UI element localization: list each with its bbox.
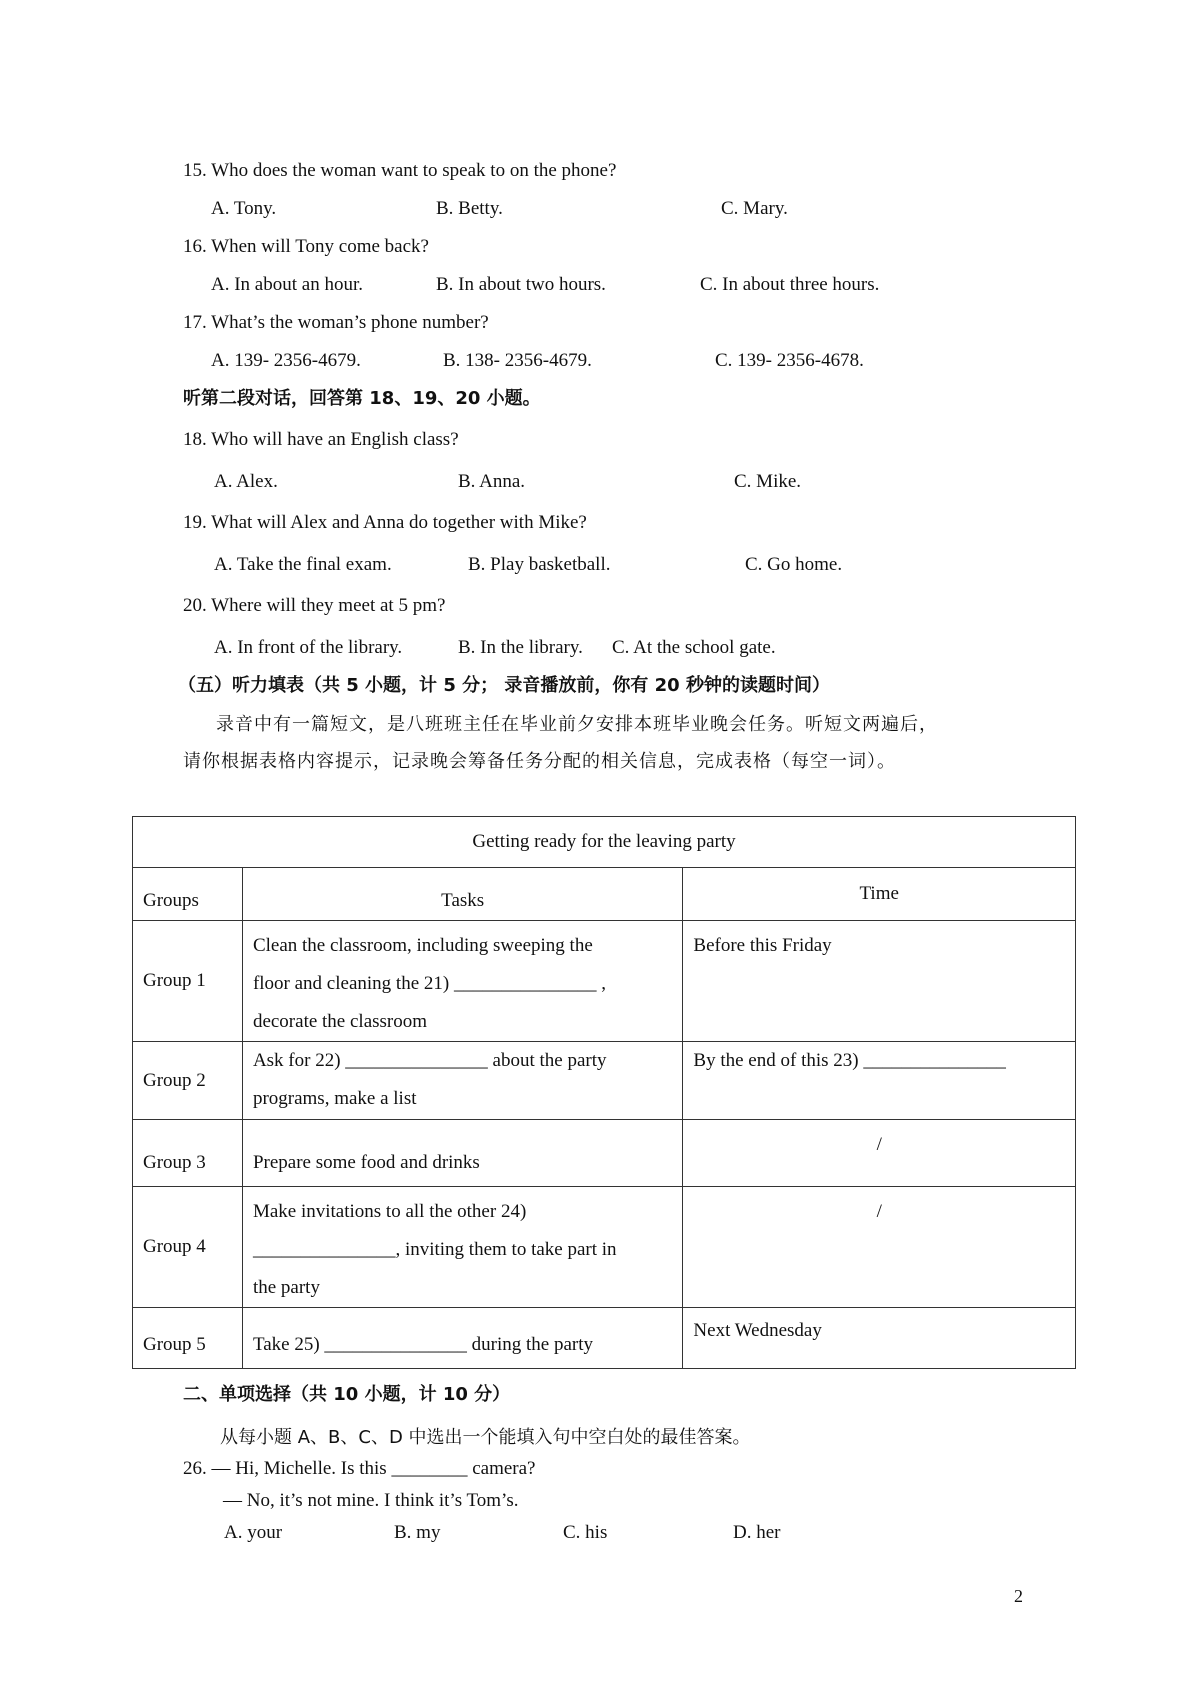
group-cell: Group 2 bbox=[133, 1042, 243, 1120]
question-17-stem: 17. What’s the woman’s phone number? bbox=[183, 312, 489, 333]
question-26-option-d: D. her bbox=[733, 1522, 781, 1543]
time-cell: / bbox=[683, 1187, 1076, 1308]
task-cell bbox=[242, 921, 682, 1042]
table-row bbox=[133, 1042, 1076, 1120]
question-18-option-b: B. Anna. bbox=[458, 471, 526, 492]
part2-instruction: 从每小题 A、B、C、D 中选出一个能填入句中空白处的最佳答案。 bbox=[220, 1427, 751, 1448]
table-header-row bbox=[133, 868, 1076, 921]
task-line: floor and cleaning the 21) _______________ , bbox=[252, 973, 606, 994]
question-20-option-a: A. In front of the library. bbox=[214, 637, 403, 658]
table-row bbox=[133, 1308, 1076, 1369]
question-16-option-c: C. In about three hours. bbox=[700, 274, 880, 295]
question-15-option-a: A. Tony. bbox=[211, 198, 277, 219]
task-cell bbox=[242, 1187, 682, 1308]
question-16-option-b: B. In about two hours. bbox=[436, 274, 606, 295]
table-title: Getting ready for the leaving party bbox=[133, 817, 1076, 868]
task-line: Clean the classroom, including sweeping the bbox=[252, 935, 593, 956]
question-19-option-c: C. Go home. bbox=[745, 554, 843, 575]
question-19-stem: 19. What will Alex and Anna do together with Mike? bbox=[183, 512, 587, 533]
question-15-stem: 15. Who does the woman want to speak to on the phone? bbox=[183, 160, 617, 181]
part2-title: 二、单项选择（共 10 小题，计 10 分） bbox=[183, 1384, 511, 1405]
task-line: Take 25) _______________ during the party bbox=[252, 1334, 594, 1355]
task-line: Prepare some food and drinks bbox=[252, 1152, 480, 1173]
task-line: decorate the classroom bbox=[252, 1011, 428, 1032]
group-cell: Group 1 bbox=[133, 921, 243, 1042]
page-number: 2 bbox=[1014, 1586, 1023, 1606]
question-20-option-b: B. In the library. bbox=[458, 637, 583, 658]
question-26-line1: 26. — Hi, Michelle. Is this ________ camera? bbox=[183, 1458, 536, 1479]
question-19-option-a: A. Take the final exam. bbox=[214, 554, 392, 575]
question-20-option-c: C. At the school gate. bbox=[612, 637, 776, 658]
header-time: Time bbox=[683, 868, 1076, 921]
table-row bbox=[133, 921, 1076, 1042]
question-18-stem: 18. Who will have an English class? bbox=[183, 429, 459, 450]
task-line: Ask for 22) _______________ about the party bbox=[252, 1050, 607, 1071]
question-16-stem: 16. When will Tony come back? bbox=[183, 236, 429, 257]
question-15-option-b: B. Betty. bbox=[436, 198, 503, 219]
question-15-option-c: C. Mary. bbox=[721, 198, 788, 219]
section5-title: （五）听力填表（共 5 小题，计 5 分； 录音播放前，你有 20 秒钟的读题时间） bbox=[178, 675, 830, 696]
section5-description-line1: 录音中有一篇短文，是八班班主任在毕业前夕安排本班毕业晚会任务。听短文两遍后， bbox=[216, 714, 938, 735]
question-26-option-c: C. his bbox=[563, 1522, 608, 1543]
task-cell bbox=[242, 1120, 682, 1187]
table-title-row bbox=[133, 817, 1076, 868]
task-cell bbox=[242, 1308, 682, 1369]
task-table bbox=[132, 816, 1076, 1369]
time-cell: By the end of this 23) _______________ bbox=[683, 1042, 1076, 1120]
task-line: programs, make a list bbox=[252, 1088, 417, 1109]
table-row bbox=[133, 1120, 1076, 1187]
question-18-option-a: A. Alex. bbox=[214, 471, 278, 492]
header-tasks: Tasks bbox=[242, 868, 682, 921]
task-line: _______________, inviting them to take part in bbox=[252, 1239, 617, 1260]
question-26-option-a: A. your bbox=[224, 1522, 283, 1543]
group-cell: Group 5 bbox=[133, 1308, 243, 1369]
time-cell: Before this Friday bbox=[683, 921, 1076, 1042]
question-17-option-a: A. 139- 2356-4679. bbox=[211, 350, 361, 371]
time-cell: / bbox=[683, 1120, 1076, 1187]
question-16-option-a: A. In about an hour. bbox=[211, 274, 363, 295]
header-groups: Groups bbox=[133, 868, 243, 921]
question-17-option-b: B. 138- 2356-4679. bbox=[443, 350, 592, 371]
dialogue2-instruction: 听第二段对话，回答第 18、19、20 小题。 bbox=[183, 388, 541, 409]
question-17-option-c: C. 139- 2356-4678. bbox=[715, 350, 864, 371]
task-cell bbox=[242, 1042, 682, 1120]
group-cell: Group 3 bbox=[133, 1120, 243, 1187]
table-row bbox=[133, 1187, 1076, 1308]
question-26-option-b: B. my bbox=[394, 1522, 441, 1543]
question-20-stem: 20. Where will they meet at 5 pm? bbox=[183, 595, 446, 616]
task-line: Make invitations to all the other 24) bbox=[252, 1201, 527, 1222]
section5-description-line2: 请你根据表格内容提示，记录晚会筹备任务分配的相关信息，完成表格（每空一词）。 bbox=[183, 751, 896, 772]
time-cell: Next Wednesday bbox=[683, 1308, 1076, 1369]
task-line: the party bbox=[252, 1277, 320, 1298]
question-18-option-c: C. Mike. bbox=[734, 471, 802, 492]
group-cell: Group 4 bbox=[133, 1187, 243, 1308]
question-19-option-b: B. Play basketball. bbox=[468, 554, 611, 575]
question-26-line2: — No, it’s not mine. I think it’s Tom’s. bbox=[223, 1490, 519, 1511]
